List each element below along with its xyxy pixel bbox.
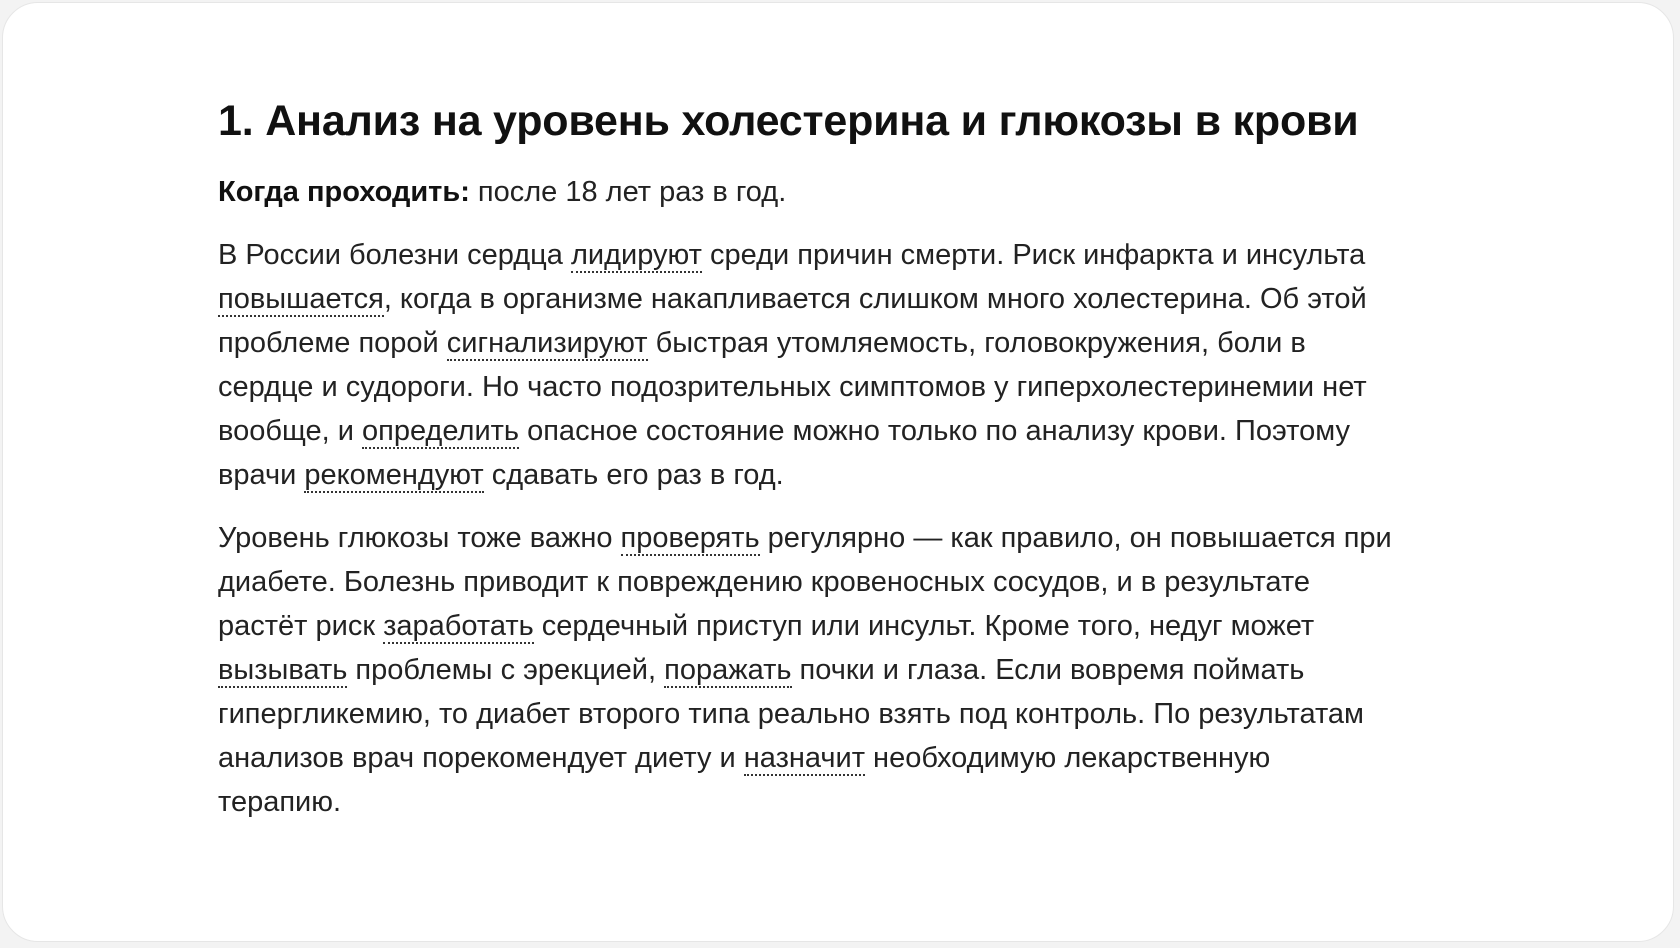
paragraph-cholesterol	[218, 233, 1468, 497]
text-fragment: сердечный приступ или инсульт. Кроме того, недуг может	[533, 610, 1315, 642]
text-line	[218, 736, 1468, 780]
text-line	[218, 604, 1468, 648]
when-value: после 18 лет раз в год.	[469, 176, 787, 208]
text-fragment: проблеме порой	[218, 327, 447, 359]
text-fragment: В России болезни сердца	[218, 239, 571, 271]
link-porazhat[interactable]: поражать	[664, 654, 792, 686]
when-to-take	[218, 170, 1468, 214]
text-fragment: врачи	[218, 459, 305, 491]
text-fragment: проблемы с эрекцией,	[347, 654, 665, 686]
text-fragment: сдавать его раз в год.	[483, 459, 784, 491]
text-fragment: опасное состояние можно только по анализу крови. Поэтому	[519, 415, 1351, 447]
link-lidiruyut[interactable]: лидируют	[570, 239, 702, 271]
text-line: гипергликемию, то диабет второго типа реально взять под контроль. По результатам	[218, 698, 1364, 730]
paragraph-glucose	[218, 516, 1468, 824]
text-line	[218, 516, 1468, 560]
text-line: терапию.	[218, 786, 342, 818]
link-signaliziruyut[interactable]: сигнализируют	[446, 327, 648, 359]
when-label: Когда проходить:	[218, 176, 470, 208]
link-proveryat[interactable]: проверять	[620, 522, 760, 554]
text-fragment: среди причин смерти. Риск инфаркта и инсульта	[701, 239, 1366, 271]
link-zarabotat[interactable]: заработать	[383, 610, 534, 642]
link-povyshaetsya[interactable]: повышается	[218, 283, 384, 315]
article-card	[2, 2, 1674, 942]
text-line	[218, 233, 1468, 277]
text-line	[218, 409, 1468, 453]
link-vyzyvat[interactable]: вызывать	[218, 654, 348, 686]
link-opredelit[interactable]: определить	[361, 415, 520, 447]
link-naznachit[interactable]: назначит	[743, 742, 865, 774]
text-fragment: регулярно — как правило, он повышается при	[759, 522, 1392, 554]
text-fragment: , когда в организме накапливается слишком много холестерина. Об этой	[383, 283, 1367, 315]
text-line	[218, 321, 1468, 365]
text-fragment: вообще, и	[218, 415, 362, 447]
text-fragment: необходимую лекарственную	[865, 742, 1271, 774]
text-line	[218, 277, 1468, 321]
link-rekomenduyut[interactable]: рекомендуют	[304, 459, 484, 491]
text-line	[218, 648, 1468, 692]
text-fragment: анализов врач порекомендует диету и	[218, 742, 744, 774]
text-fragment: растёт риск	[218, 610, 384, 642]
text-fragment: почки и глаза. Если вовремя поймать	[791, 654, 1305, 686]
text-line: сердце и судороги. Но часто подозрительных симптомов у гиперхолестеринемии нет	[218, 371, 1367, 403]
text-fragment: Уровень глюкозы тоже важно	[218, 522, 621, 554]
article-content	[218, 91, 1468, 843]
text-line	[218, 453, 1468, 497]
section-heading: 1. Анализ на уровень холестерина и глюкозы в крови	[218, 97, 1359, 145]
text-fragment: быстрая утомляемость, головокружения, боли в	[647, 327, 1306, 359]
text-line: диабете. Болезнь приводит к повреждению кровеносных сосудов, и в результате	[218, 566, 1311, 598]
